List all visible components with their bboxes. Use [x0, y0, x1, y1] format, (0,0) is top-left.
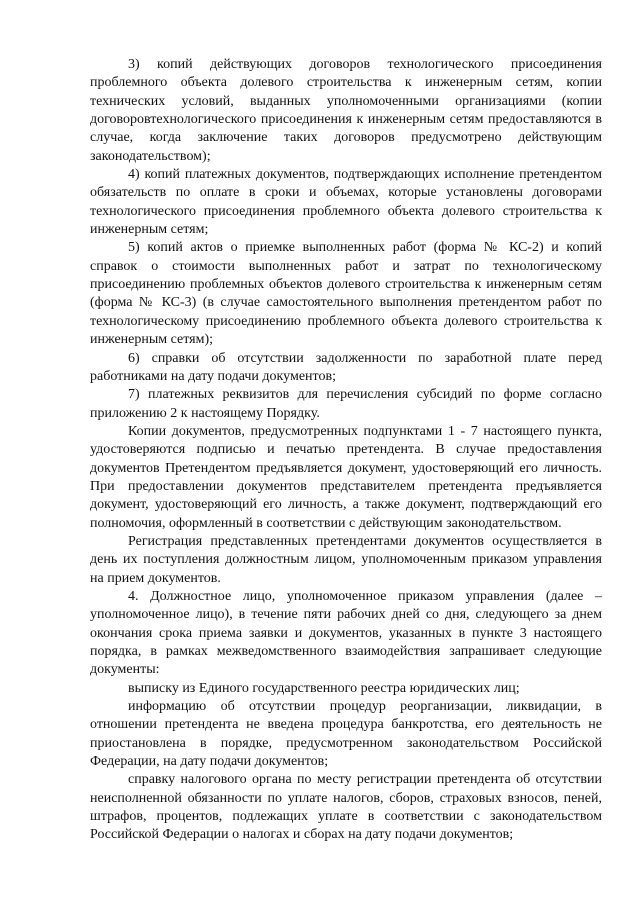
paragraph-item-3: 3) копий действующих договоров технологического присоединения проблемного объекта долевого строительства к инженерным сетям, копии технических условий, выданных уполномоченными организациями (копии договоровтехнологического присоединения к инженерным сетям предоставляются в случае, когда заключение таких договоров предусмотрено действующим законодательством);: [90, 57, 602, 164]
paragraph-item-5: 5) копий актов о приемке выполненных работ (форма № КС-2) и копий справок о стоимости выполненных работ и затрат по технологическому присоединению проблемных объектов долевого строительства к инженерным сетям (форма № КС-3) (в случае самостоятельного выполнения претендентом работ по технологическому присоединению проблемного объекта долевого строительства к инженерным сетям);: [90, 240, 602, 348]
paragraph-extract-request: выписку из Единого государственного реестра юридических лиц;: [128, 680, 520, 696]
paragraph-reorganization-info: информацию об отсутствии процедур реорганизации, ликвидации, в отношении претендента не введена процедура банкротства, его деятельность не приостановлена в порядке, предусмотренном законодательством Российской Федерации, на дату подачи документов;: [90, 699, 602, 770]
paragraph-registration: Регистрация представленных претендентами документов осуществляется в день их поступления должностным лицом, уполномоченным приказом управления на прием документов.: [90, 533, 602, 586]
paragraph-tax-certificate: справку налогового органа по месту регистрации претендента об отсутствии неисполненной обязанности по уплате налогов, сборов, страховых взносов, пеней, штрафов, процентов, подлежащих уплате в соответствии с законодательством Российской Федерации о налогах и сборах на дату подачи документов;: [90, 772, 602, 843]
paragraph-copies-certification: Копии документов, предусмотренных подпунктами 1 - 7 настоящего пункта, удостоверяются подписью и печатью претендента. В случае предоставления документов Претендентом предъявляется документ, удостоверяющий его личность. При предоставлении документов представителем претендента предъявляется документ, удостоверяющий его личность, а также документ, подтверждающий его полномочия, оформленный в соответствии с действующим законодательством.: [90, 423, 602, 531]
paragraph-item-4: 4) копий платежных документов, подтверждающих исполнение претендентом обязательств по оплате в сроки и объемах, которые установлены договорами технологического присоединения проблемного объекта долевого строительства к инженерным сетям;: [90, 167, 602, 238]
paragraph-section-4: 4. Должностное лицо, уполномоченное приказом управления (далее – уполномоченное лицо), в течение пяти рабочих дней со дня, следующего за днем окончания срока приема заявки и документов, указанных в пункте 3 настоящего порядка, в рамках межведомственного взаимодействия запрашивает следующие документы:: [90, 588, 602, 678]
paragraph-item-6: 6) справки об отсутствии задолженности по заработной плате перед работниками на дату подачи документов;: [90, 350, 602, 384]
paragraph-item-7: 7) платежных реквизитов для перечисления субсидий по форме согласно приложению 2 к настоящему Порядку.: [90, 387, 602, 421]
document-page: [90, 56, 602, 845]
